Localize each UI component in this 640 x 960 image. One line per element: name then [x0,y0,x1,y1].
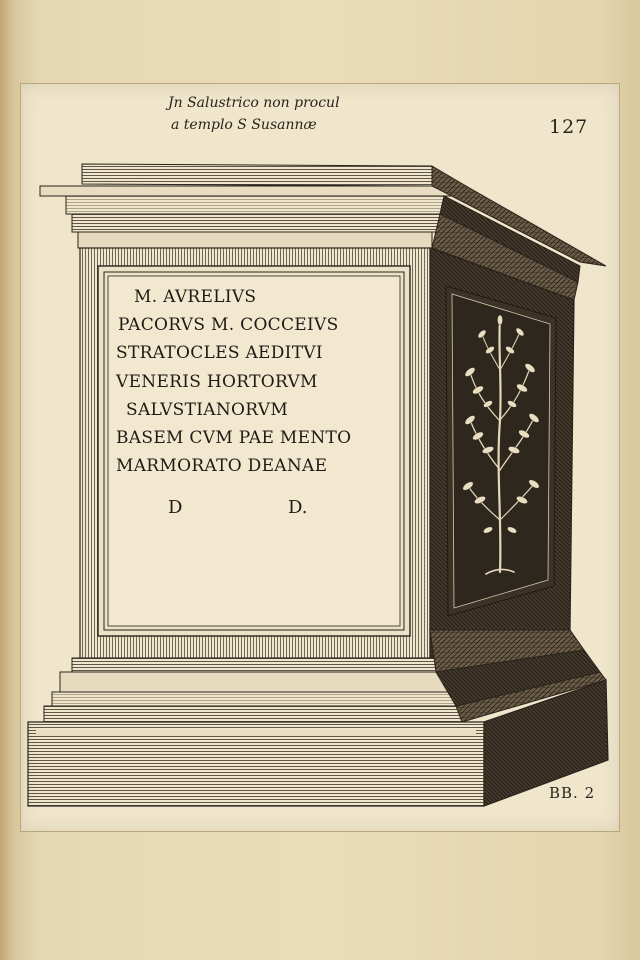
inscription-line: VENERIS HORTORVM [116,371,318,392]
caption-line-2: a templo S Susannæ [171,117,317,133]
inscription-line: MARMORATO DEANAE [116,456,328,477]
dedication-left: D [168,497,183,518]
inscription-line: STRATOCLES AEDITVI [116,343,323,364]
dedication-right: D. [288,497,308,518]
inscription-line: BASEM CVM PAE MENTO [116,428,352,449]
caption-line-1: Jn Salustrico non procul [168,95,340,111]
inscription-line: M. AVRELIVS [134,287,257,307]
inscription-line: PACORVS M. COCCEIVS [118,315,339,336]
signature-mark: BB. 2 [549,784,596,802]
page-number: 127 [549,116,589,138]
inscription-line: SALVSTIANORVM [126,399,289,420]
inscription-text [112,283,394,480]
